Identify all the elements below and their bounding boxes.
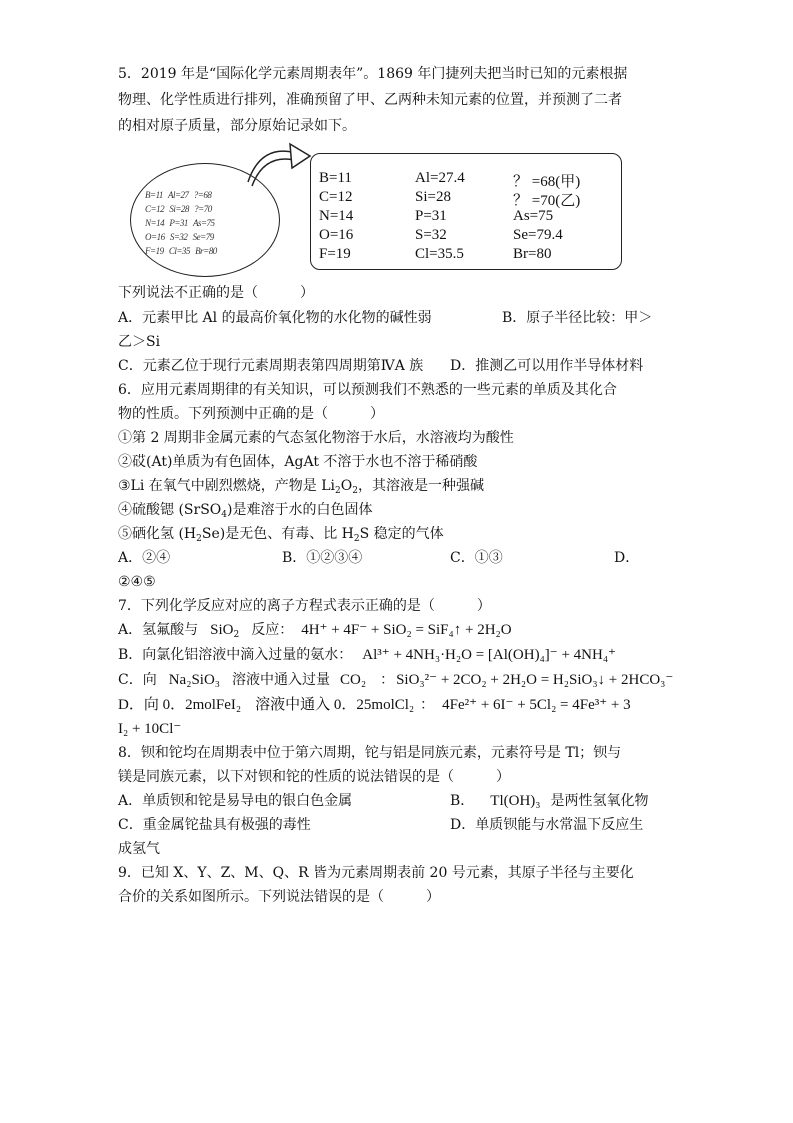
- table-cell: B=11: [319, 170, 352, 186]
- table-cell: P=31: [415, 208, 447, 224]
- table-cell: S=32: [415, 227, 447, 243]
- q6-option-c: C．①③: [450, 550, 503, 566]
- q8-option-a: A．单质钡和铊是易导电的银白色金属: [118, 793, 353, 809]
- handwritten-record-image: B=11 Al=27 ?=68 C=12 Si=28 ?=70 N=14 P=31 As=75 O=16 S=32 Se=79 F=19 Cl=35 Br=80: [130, 163, 280, 277]
- q9-line2: 合价的关系如图所示。下列说法错误的是（ ）: [118, 889, 440, 905]
- q6-statement-3: ③Li 在氧气中剧烈燃烧，产物是 $Li_2O_2$，其溶液是一种强碱: [118, 478, 484, 496]
- q8-option-d: D．单质钡能与水常温下反应生: [450, 817, 644, 833]
- q8-option-c: C．重金属铊盐具有极强的毒性: [118, 817, 311, 833]
- q6-statement-1: ①第 2 周期非金属元素的气态氢化物溶于水后，水溶液均为酸性: [118, 430, 514, 446]
- q5-line3: 的相对原子质量，部分原始记录如下。: [118, 118, 356, 134]
- table-cell: Al=27.4: [415, 170, 465, 186]
- element-table: [310, 153, 622, 270]
- q6-statement-2: ②砹(At)单质为有色固体，AgAt 不溶于水也不溶于稀硝酸: [118, 454, 478, 470]
- q5-option-a: A．元素甲比 Al 的最高价氧化物的水化物的碱性弱: [118, 310, 432, 326]
- q5-option-c: C．元素乙位于现行元素周期表第四周期第ⅣA 族: [118, 358, 424, 374]
- q7-line1: 7．下列化学反应对应的离子方程式表示正确的是（ ）: [118, 598, 491, 614]
- table-cell: As=75: [513, 208, 554, 224]
- q8-option-b: B． Tl(OH)₃ 是两性氢氧化物: [450, 793, 649, 809]
- q5-prompt: 下列说法不正确的是（ ）: [118, 285, 314, 301]
- q7-option-d-cont: I₂ + 10Cl⁻: [118, 721, 182, 737]
- q5-option-b-cont: 乙＞Si: [118, 334, 161, 350]
- pointer-arrow-icon: [240, 140, 320, 190]
- table-cell: O=16: [319, 227, 354, 243]
- q8-line1: 8．钡和铊均在周期表中位于第六周期，铊与铝是同族元素，元素符号是 Tl；钡与: [118, 745, 622, 761]
- q9-line1: 9．已知 X、Y、Z、M、Q、R 皆为元素周期表前 20 号元素，其原子半径与主要化: [118, 865, 634, 881]
- q8-line2: 镁是同族元素，以下对钡和铊的性质的说法错误的是（ ）: [118, 769, 510, 785]
- table-cell: C=12: [319, 189, 353, 205]
- table-cell: ？ =68(甲): [513, 174, 581, 190]
- table-cell: F=19: [319, 246, 351, 262]
- q7-option-d: D．向 0．2molFeI₂ 溶液中通入 0．25molCl₂ ： 4Fe²⁺ + 6I⁻ + 5Cl₂ = 4Fe³⁺ + 3: [118, 697, 631, 713]
- q5-option-b: B．原子半径比较：甲＞: [502, 310, 653, 326]
- q7-option-b: B．向氯化铝溶液中滴入过量的氨水： Al³⁺ + 4NH₃·H₂O = [Al(OH)₄]⁻ + 4NH₄⁺: [118, 647, 616, 663]
- table-cell: Se=79.4: [513, 227, 563, 243]
- table-cell: Cl=35.5: [415, 246, 464, 262]
- q6-line1: 6．应用元素周期律的有关知识，可以预测我们不熟悉的一些元素的单质及其化合: [118, 382, 617, 398]
- table-cell: N=14: [319, 208, 354, 224]
- q6-option-d-cont: ②④⑤: [118, 574, 156, 590]
- table-cell: ？ =70(乙): [513, 193, 581, 209]
- q6-statement-5: ⑤硒化氢 $(H_2Se)$是无色、有毒、比 $H_2S$ 稳定的气体: [118, 526, 444, 544]
- q5-line1: 5．2019 年是“国际化学元素周期表年”。1869 年门捷列夫把当时已知的元素根据: [118, 66, 628, 82]
- q6-option-b: B．①②③④: [282, 550, 363, 566]
- q7-option-c: C．向 Na₂SiO₃ 溶液中通入过量 CO₂ ： SiO₃²⁻ + 2CO₂ + 2H₂O = H₂SiO₃↓ + 2HCO₃⁻: [118, 672, 674, 688]
- q6-line2: 物的性质。下列预测中正确的是（ ）: [118, 406, 384, 422]
- q8-option-d-cont: 成氢气: [118, 841, 160, 857]
- q5-option-d: D．推测乙可以用作半导体材料: [450, 358, 644, 374]
- q6-option-d: D．: [614, 550, 640, 566]
- table-cell: Br=80: [513, 246, 552, 262]
- table-cell: Si=28: [415, 189, 451, 205]
- q6-option-a: A．②④: [118, 550, 171, 566]
- q6-statement-4: ④硫酸锶 (SrSO$_4$)是难溶于水的白色固体: [118, 502, 373, 520]
- q5-line2: 物理、化学性质进行排列，准确预留了甲、乙两种未知元素的位置，并预测了二者: [118, 92, 622, 108]
- q7-option-a: A．氢氟酸与 SiO$_2$ 反应： 4H⁺ + 4F⁻ + SiO₂ = SiF₄↑ + 2H₂O: [118, 622, 512, 640]
